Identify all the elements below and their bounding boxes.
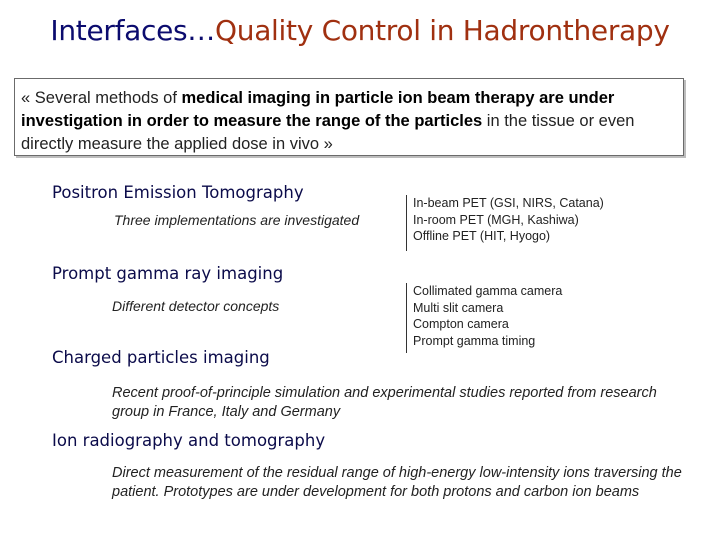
list-item: In-beam PET (GSI, NIRS, Catana)	[413, 196, 604, 210]
quote-text-bold: medical imaging in particle ion beam therapy are under investigation in order to measure the range of the particles	[21, 89, 615, 130]
list-item: Compton camera	[413, 317, 509, 331]
list-item: Multi slit camera	[413, 300, 504, 315]
quote-box	[14, 78, 684, 156]
prompt-gamma-note: Different detector concepts	[112, 298, 280, 314]
pet-note: Three implementations are investigated	[114, 212, 360, 228]
pet-heading: Positron Emission Tomography	[52, 183, 304, 202]
prompt-gamma-concepts-list	[406, 283, 562, 353]
charged-particles-heading: Charged particles imaging	[52, 348, 270, 367]
page-title	[0, 14, 720, 47]
charged-particles-description: Recent proof-of-principle simulation and experimental studies reported from research group in France, Italy and Germany	[112, 385, 657, 420]
prompt-gamma-heading: Prompt gamma ray imaging	[52, 264, 284, 283]
pet-implementations-list	[406, 195, 604, 251]
title-part-interfaces: Interfaces…	[50, 14, 216, 47]
title-part-quality-control: Quality Control in Hadrontherapy	[215, 14, 670, 47]
list-item: Collimated gamma camera	[413, 284, 563, 298]
ion-radiography-heading: Ion radiography and tomography	[52, 431, 326, 450]
quote-text-start: « Several methods of	[21, 89, 182, 107]
list-item: In-room PET (MGH, Kashiwa)	[413, 212, 579, 227]
ion-radiography-description: Direct measurement of the residual range of high-energy low-intensity ions traversing the patient. Prototypes are under development for both protons and carbon ion beams	[112, 465, 682, 500]
quote-text-end: in the tissue or even directly measure the applied dose in vivo »	[21, 112, 635, 153]
list-item: Offline PET (HIT, Hyogo)	[413, 229, 551, 243]
list-item: Prompt gamma timing	[413, 333, 536, 348]
